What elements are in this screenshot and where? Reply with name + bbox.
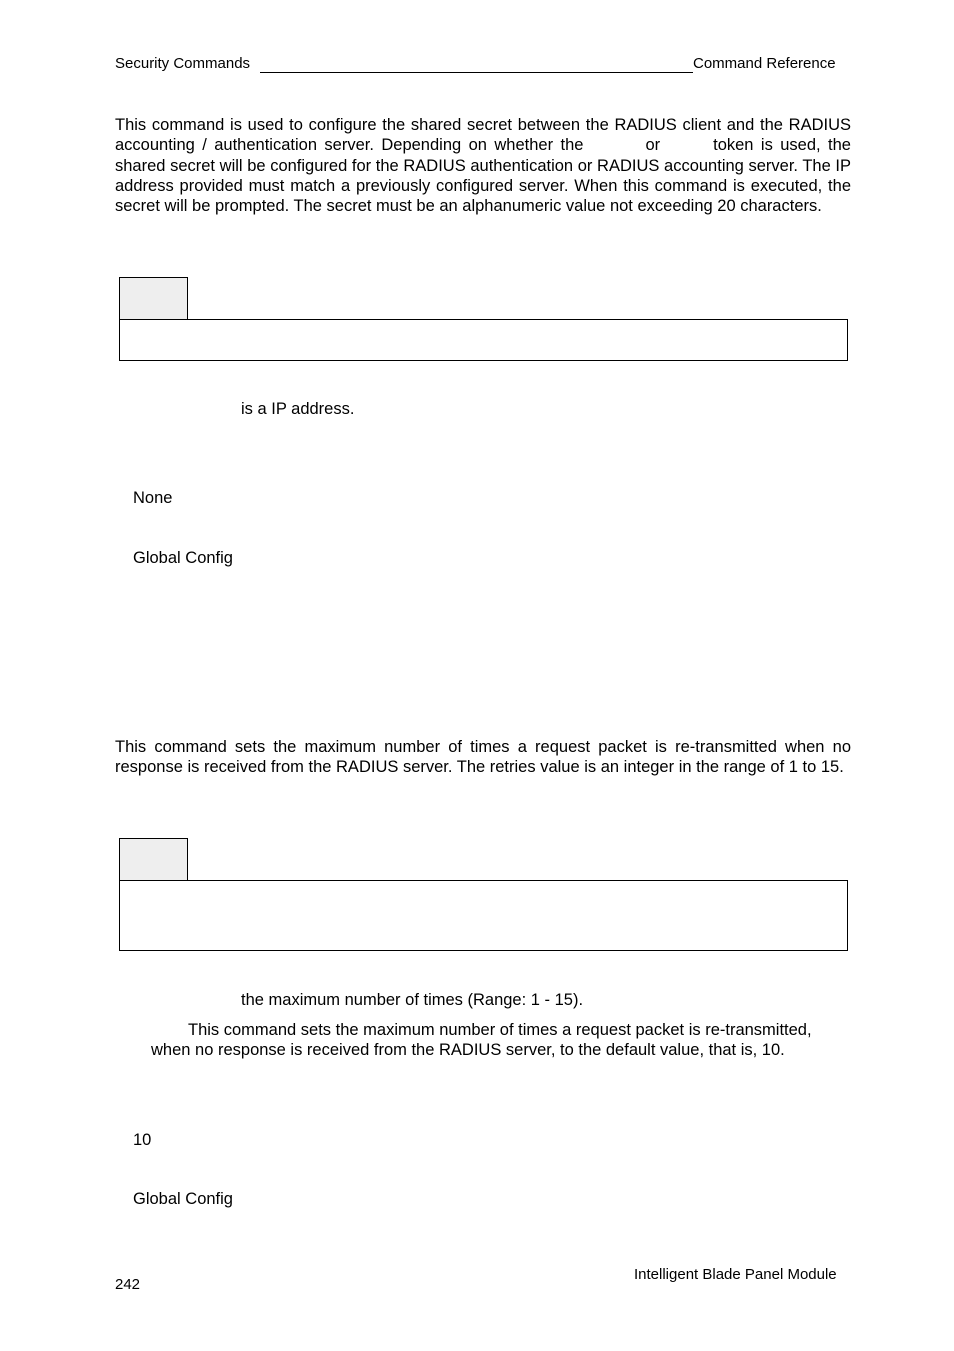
section2-default-value: 10 [133,1131,152,1149]
section2-no-form-line1: This command sets the maximum number of times a request packet is re-transmitted, [188,1021,812,1039]
section1-description-or: or [645,136,661,155]
syntax-table-header-2 [119,838,188,881]
section2-description: This command sets the maximum number of times a request packet is re-transmitted when no response is received from the RADIUS server. The retries value is an integer in the range of 1 to 15. [115,738,851,777]
section1-default-value: None [133,489,173,507]
section2-command-mode: Global Config [133,1190,233,1208]
header-left: Security Commands [115,55,251,72]
section1-description [115,115,851,216]
section2-no-form-line2: when no response is received from the RADIUS server, to the default value, that is, 10. [151,1041,785,1059]
syntax-table-body-1 [119,319,848,361]
section1-command-mode: Global Config [133,549,233,567]
page-number: 242 [115,1276,141,1293]
header-right: Command Reference [693,55,836,72]
syntax-table-body-2 [119,880,848,951]
footer-product: Intelligent Blade Panel Module [634,1266,837,1283]
section1-param-description: is a IP address. [241,400,355,418]
section1-description-part2: token is used, the shared secret will be configured for the RADIUS authentication or RADIUS accounting server. The IP address provided must match a previously configured server. When this command is executed, the secret will be prompted. The secret must be an alphanumeric value not exceeding 20 characters. [115,136,851,216]
syntax-table-header-1 [119,277,188,320]
section1-description-part1: This command is used to configure the shared secret between the RADIUS client and the RADIUS accounting / authentication server. Depending on whether the [115,116,851,155]
section2-param-description: the maximum number of times (Range: 1 - 15). [241,991,584,1009]
header-rule [260,72,693,73]
